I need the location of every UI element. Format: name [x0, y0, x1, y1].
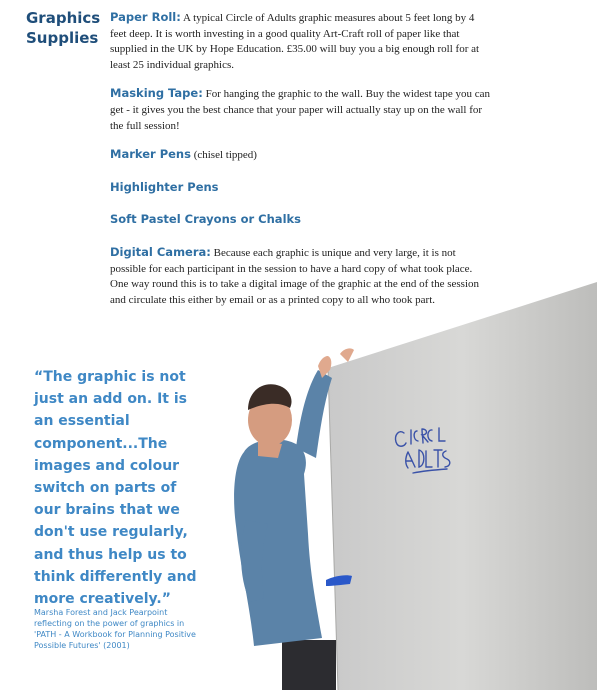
item-heading: Paper Roll: [110, 10, 181, 24]
item-text: A typical Circle of Adults graphic measures about 5 feet long by 4 feet deep. It is worth investing in a good quality Art-Craft roll of paper like that supplied in the UK by Hope Education. £35.00 will buy you a big enough roll for at least 25 individual graphics. [110, 12, 480, 71]
item-marker-pens [110, 147, 490, 164]
paper-sheet [328, 282, 597, 690]
pull-quote: “The graphic is not just an add on. It is an essential component...The images and colour switch on parts of our brains that we don't use regularly, and thus help us to think differently and more creatively.” [34, 369, 197, 608]
item-paper-roll [110, 10, 490, 73]
section-title [26, 8, 100, 48]
item-heading: Highlighter Pens [110, 179, 219, 194]
item-heading: Marker Pens [110, 147, 191, 162]
photo-man-drawing-on-paper [210, 280, 597, 690]
item-highlighter-pens [110, 180, 490, 197]
section-title-line-1: Graphics [26, 9, 101, 27]
supplies-list [110, 10, 490, 321]
item-heading: Soft Pastel Crayons or Chalks [110, 212, 302, 227]
item-masking-tape [110, 86, 490, 134]
item-text: Because each graphic is unique and very large, it is not possible for each participant in the session to have a hard copy of what took place. One way round this is to take a digital image of the graphic at the end of the session and circulate this either by email or as a printed copy to all who took part. [110, 246, 480, 306]
item-heading: Digital Camera: [110, 244, 211, 259]
quote-attribution: Marsha Forest and Jack Pearpoint reflecting on the power of graphics in 'PATH - A Workbook for Planning Positive Possible Futures' (2001) [34, 608, 196, 650]
item-text: For hanging the graphic to the wall. Buy the widest tape you can get - it gives you the best chance that your paper will actually stay up on the wall for the full session! [110, 88, 490, 132]
item-soft-pastels [110, 212, 490, 229]
section-title-line-2: Supplies [26, 29, 99, 47]
item-text: (chisel tipped) [193, 149, 257, 162]
item-heading: Masking Tape: [110, 86, 203, 101]
